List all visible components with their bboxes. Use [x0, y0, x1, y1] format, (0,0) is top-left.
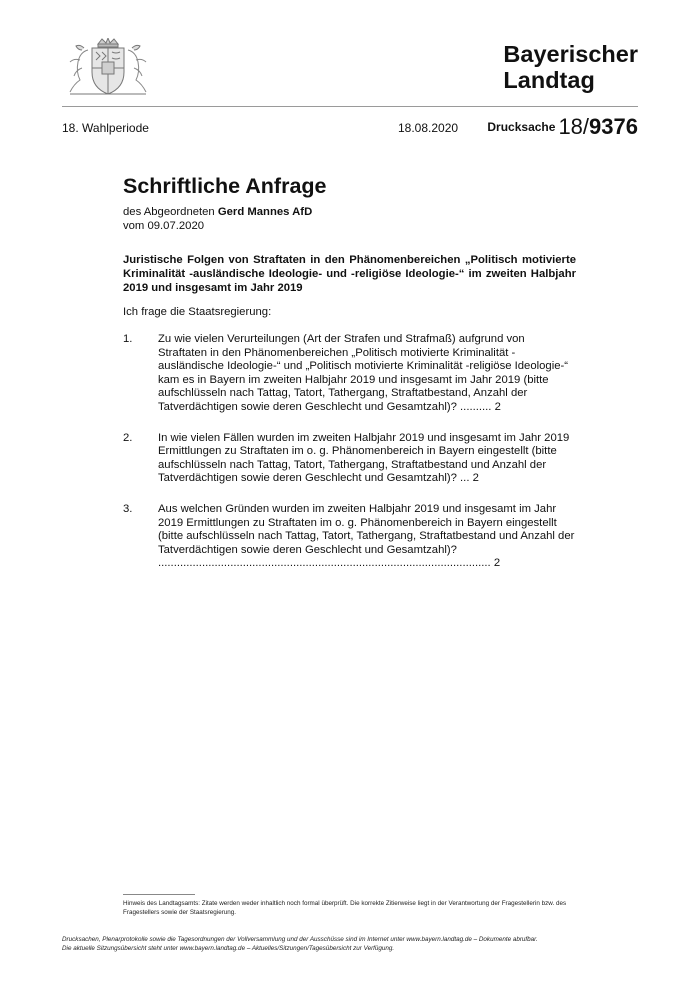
document-meta [62, 114, 638, 140]
question-text: In wie vielen Fällen wurden im zweiten Halbjahr 2019 und insgesamt im Jahr 2019 Ermittlungen zu Straftaten im o. g. Phänomenbereich in Bayern eingestellt (bitte aufschlüsseln nach Tattag, Tatort, Tathergang, Straftatbestand und Anzahl der Tatverdächtigen sowie deren Geschlecht und Gesamtzahl)? [158, 431, 570, 485]
inquiry-date: vom 09.07.2020 [123, 220, 205, 232]
page-title: Schriftliche Anfrage [123, 174, 327, 198]
inquiry-subject: Juristische Folgen von Straftaten in den Phänomenbereichen „Politisch motivierte Kriminalität -ausländische Ideologie- und -religiöse Ideologie-“ im zweiten Halbjahr 2019 und insgesamt im Jahr 2019 [123, 254, 576, 294]
question-number: 3. [123, 502, 133, 515]
question-item [123, 333, 576, 415]
bottom-notice [62, 935, 622, 953]
question-number: 2. [123, 431, 133, 444]
dot-leader: .......... [456, 400, 495, 413]
bavarian-coat-of-arms-icon [62, 38, 154, 96]
author-prefix: des Abgeordneten [123, 206, 215, 218]
footnote: Hinweis des Landtagsamts: Zitate werden weder inhaltlich noch formal überprüft. Die korrekte Zitierweise liegt in der Verantwortung der Fragestellerin bzw. des Fragestellers sowie der Staatsregierung. [123, 900, 567, 916]
bottom-notice-line-2: Die aktuelle Sitzungsübersicht steht unter www.bayern.landtag.de – Aktuelles/Sitzungen/Tagesübersicht zur Verfügung. [62, 945, 395, 952]
drucksache-term: 18 [558, 114, 583, 139]
legislative-period: 18. Wahlperiode [62, 121, 149, 135]
question-page: 2 [494, 400, 501, 413]
drucksache-label: Drucksache [487, 120, 556, 134]
drucksache-number [487, 114, 638, 140]
header-divider [62, 106, 638, 107]
author-name: Gerd Mannes AfD [217, 206, 313, 218]
question-number: 1. [123, 333, 133, 345]
question-item [123, 432, 576, 486]
drucksache-separator: / [582, 114, 590, 139]
question-text: Zu wie vielen Verurteilungen (Art der Strafen und Strafmaß) aufgrund von Straftaten in den Phänomenbereichen „Politisch motivierte Kriminalität -ausländische Ideologie-“ und „Politisch motivierte Kriminalität -religiöse Ideologie-“ kam es in Bayern im zweiten Halbjahr 2019 und insgesamt im Jahr 2019 (bitte aufschlüsseln nach Tattag, Tatort, Tathergang, Straftatbestand, Anzahl der Tatverdächtigen sowie deren Geschlecht und Gesamtzahl)? [158, 333, 569, 413]
brand-line-2: Landtag [503, 67, 595, 93]
document-date: 18.08.2020 [398, 121, 459, 135]
question-page: 2 [472, 472, 479, 485]
question-list [123, 333, 576, 588]
brand-line-1: Bayerischer [503, 41, 638, 67]
footnote-divider [123, 894, 195, 895]
question-item [123, 503, 576, 571]
bottom-notice-line-1: Drucksachen, Plenarprotokolle sowie die Tagesordnungen der Vollversammlung und der Ausschüsse sind im Internet unter www.bayern.landtag.de – Dokumente abrufbar. [62, 936, 538, 943]
question-text: Aus welchen Gründen wurden im zweiten Halbjahr 2019 und insgesamt im Jahr 2019 Ermittlungen zu Straftaten im o. g. Phänomenbereich in Bayern eingestellt (bitte aufschlüsseln nach Tattag, Tatort, Tathergang, Straftatbestand und Anzahl der Tatverdächtigen sowie deren Geschlecht und Gesamtzahl)? [158, 502, 575, 556]
drucksache-id: 9376 [589, 114, 638, 139]
brand-wordmark [503, 41, 638, 93]
question-page: 2 [493, 557, 501, 570]
author-block [123, 205, 312, 233]
inquiry-intro: Ich frage die Staatsregierung: [123, 306, 272, 318]
dot-leader: ... [456, 472, 473, 485]
dot-leader: .......................................................................................................... [158, 557, 494, 570]
